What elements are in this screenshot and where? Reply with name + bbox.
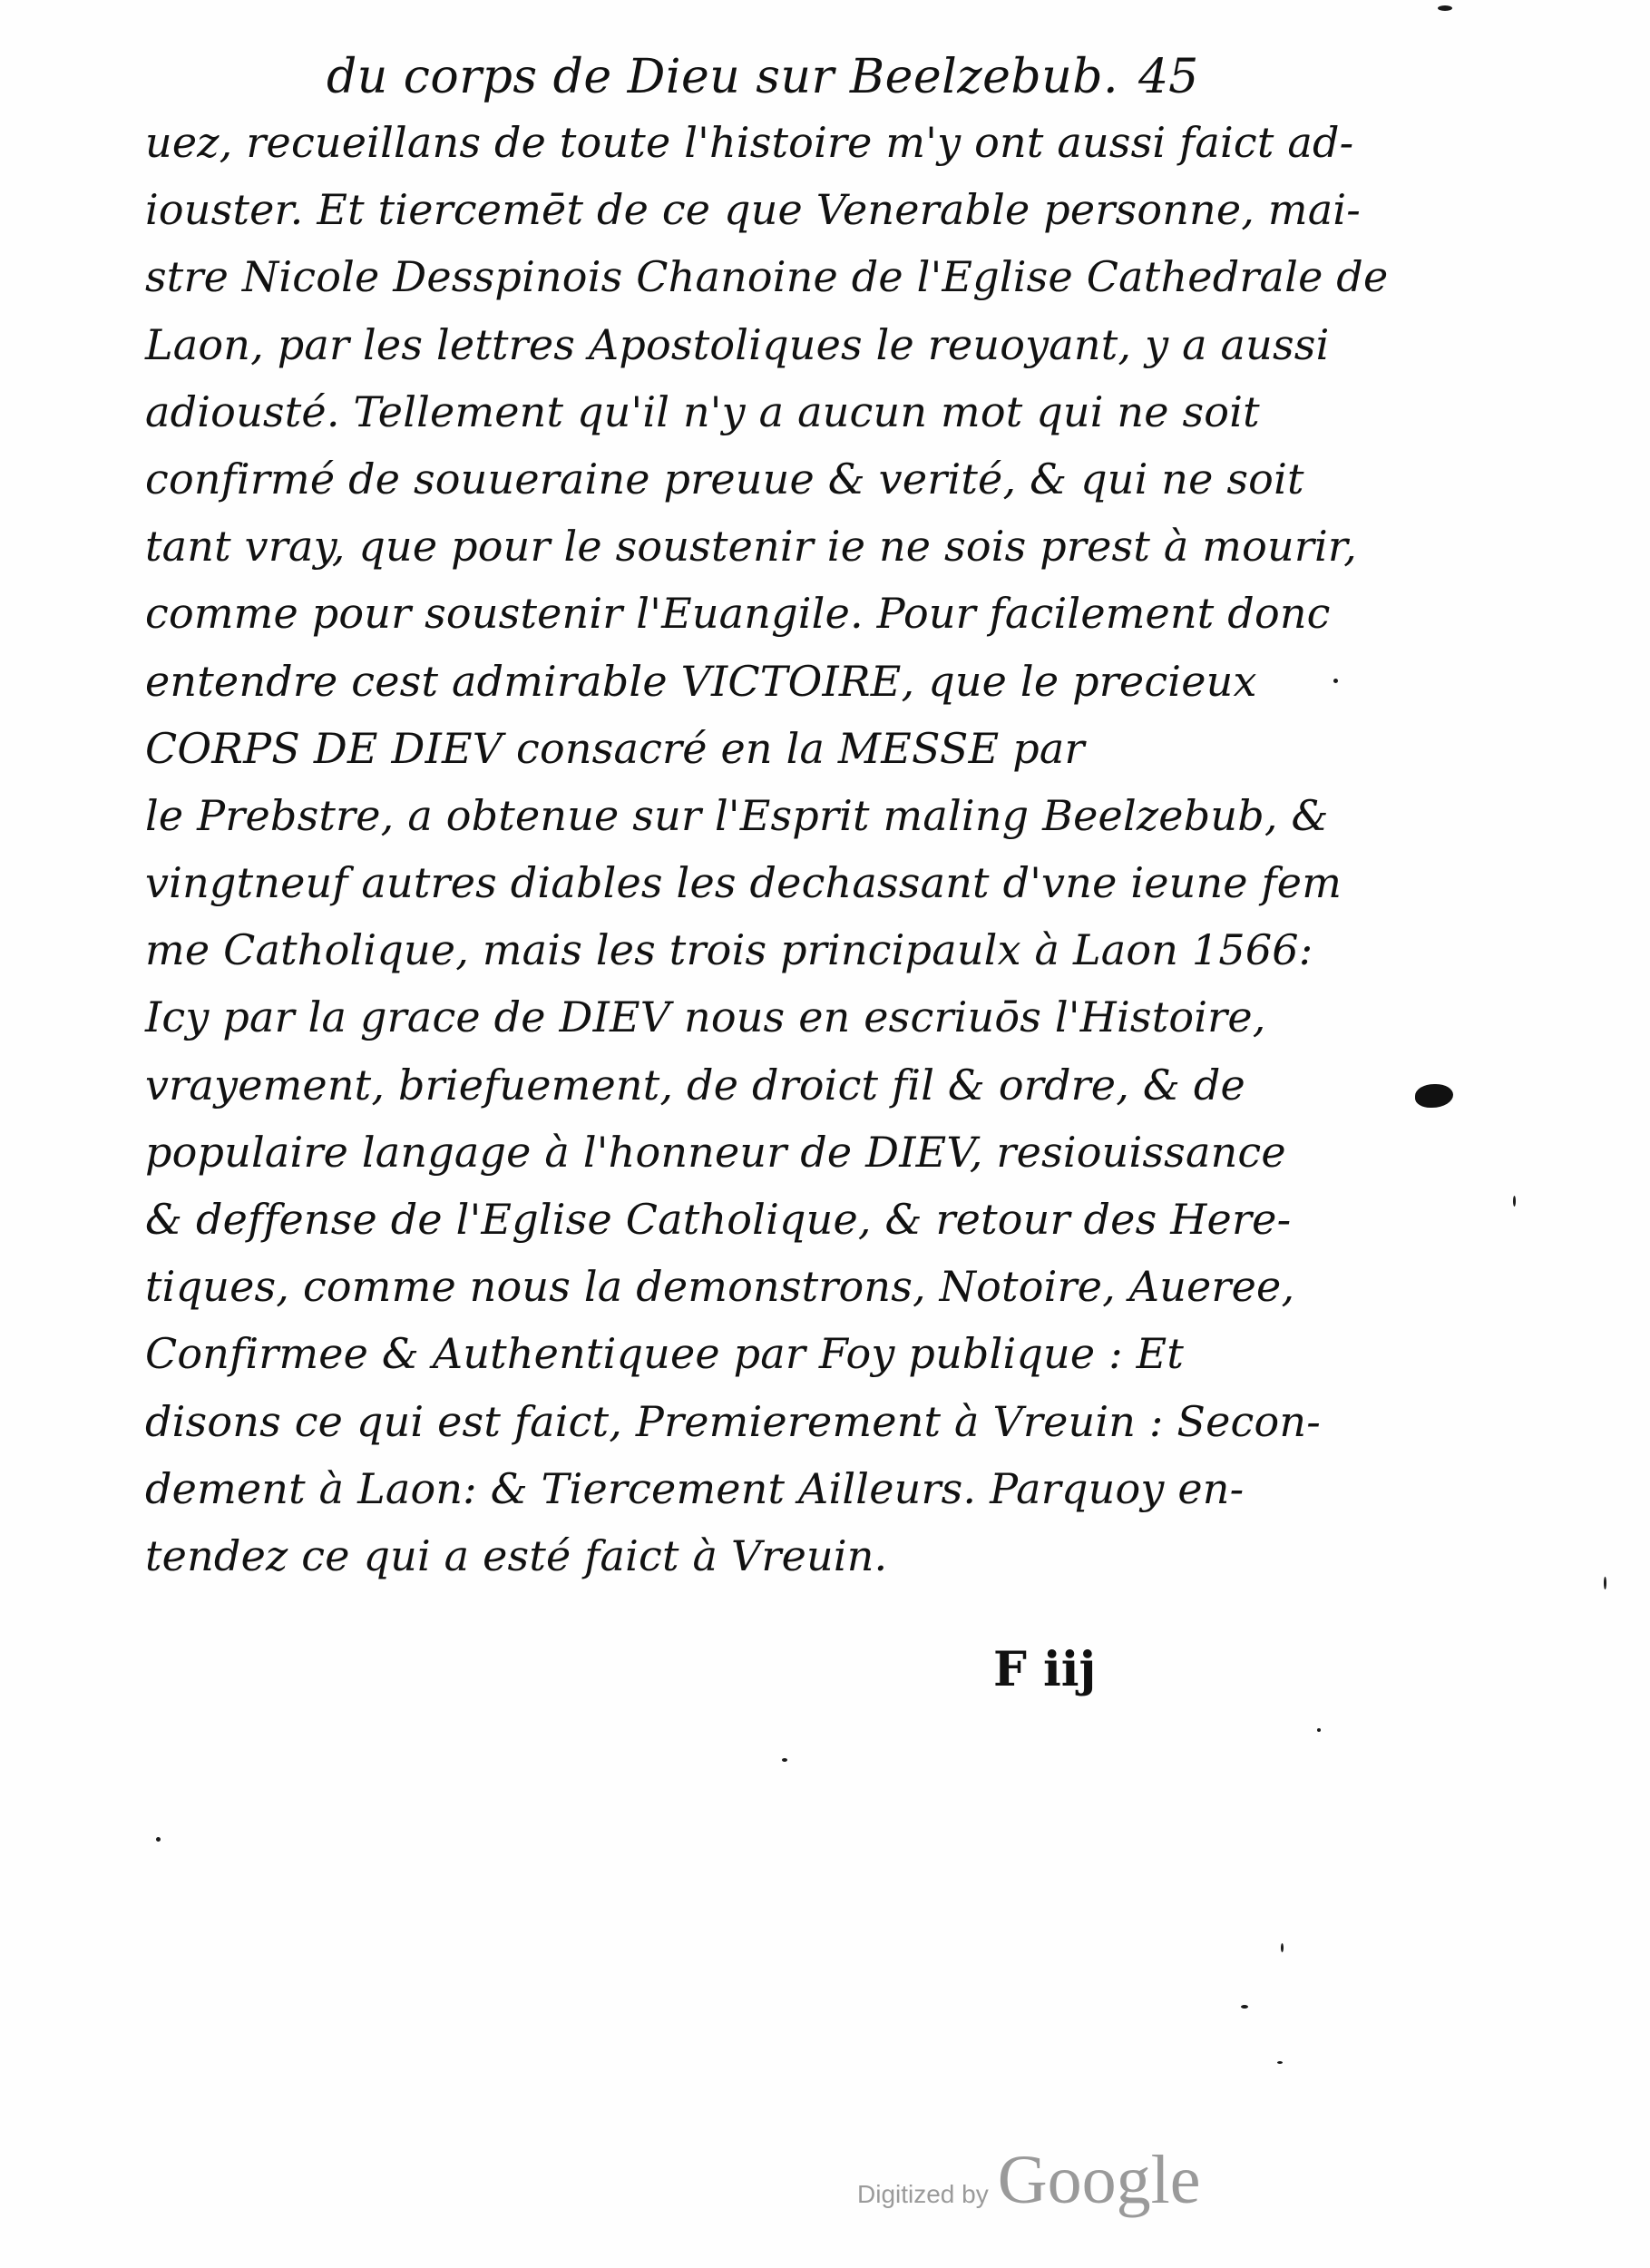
text-line: entendre cest admirable VICTOIRE, que le precieux	[145, 656, 1257, 706]
text-line: adiousté. Tellement qu'il n'y a aucun mot qui ne soit	[145, 386, 1260, 436]
scan-speck	[1281, 1943, 1284, 1952]
page-number: 45	[1138, 50, 1199, 104]
text-line: iouster. Et tiercemēt de ce que Venerable personne, mai-	[145, 185, 1362, 235]
text-line: Confirmee & Authentiquee par Foy publique : Et	[145, 1329, 1185, 1379]
scan-speck	[1333, 679, 1338, 683]
text-line: uez, recueillans de toute l'histoire m'y ont aussi faict ad-	[145, 118, 1354, 167]
scan-speck	[782, 1758, 787, 1762]
scan-speck	[1317, 1728, 1321, 1732]
text-line: CORPS DE DIEV consacré en la MESSE par	[145, 723, 1085, 773]
scan-speck	[1438, 5, 1452, 11]
ink-blot	[1415, 1084, 1453, 1108]
text-line: populaire langage à l'honneur de DIEV, resiouissance	[145, 1127, 1286, 1177]
text-line: tendez ce qui a esté faict à Vreuin.	[145, 1530, 888, 1580]
scan-speck	[1513, 1196, 1516, 1207]
signature-mark: F iij	[993, 1642, 1097, 1697]
text-line: Icy par la grace de DIEV nous en escriuōs l'Histoire,	[145, 992, 1266, 1042]
watermark-prefix: Digitized by	[857, 2180, 989, 2208]
text-line: & deffense de l'Eglise Catholique, & retour des Here-	[145, 1195, 1292, 1244]
scan-speck	[1277, 2061, 1283, 2064]
text-line: dement à Laon: & Tiercement Ailleurs. Parquoy en-	[145, 1463, 1245, 1513]
text-line: vingtneuf autres diables les dechassant d'vne ieune fem	[145, 858, 1342, 908]
text-line: comme pour soustenir l'Euangile. Pour facilement donc	[145, 589, 1331, 639]
text-line: stre Nicole Desspinois Chanoine de l'Eglise Cathedrale de	[145, 252, 1389, 302]
running-head: du corps de Dieu sur Beelzebub.	[327, 50, 1119, 104]
text-line: tant vray, que pour le soustenir ie ne sois prest à mourir,	[145, 522, 1357, 572]
scan-speck	[1604, 1577, 1606, 1589]
google-logo: Google	[997, 2142, 1201, 2218]
text-line: Laon, par les lettres Apostoliques le reuoyant, y a aussi	[145, 319, 1330, 369]
text-line: vrayement, briefuement, de droict fil & ordre, & de	[145, 1060, 1245, 1110]
text-line: confirmé de souueraine preuue & verité, & qui ne soit	[145, 454, 1304, 503]
text-line: me Catholique, mais les trois principaulx à Laon 1566:	[145, 925, 1313, 975]
text-line: le Prebstre, a obtenue sur l'Esprit maling Beelzebub, &	[145, 790, 1329, 840]
scan-speck	[1241, 2005, 1248, 2009]
digitized-watermark	[857, 2141, 1200, 2220]
text-line: disons ce qui est faict, Premierement à Vreuin : Secon-	[145, 1396, 1321, 1446]
scan-speck	[156, 1837, 161, 1842]
text-line: tiques, comme nous la demonstrons, Notoire, Aueree,	[145, 1262, 1295, 1312]
body-text	[145, 109, 1389, 1589]
